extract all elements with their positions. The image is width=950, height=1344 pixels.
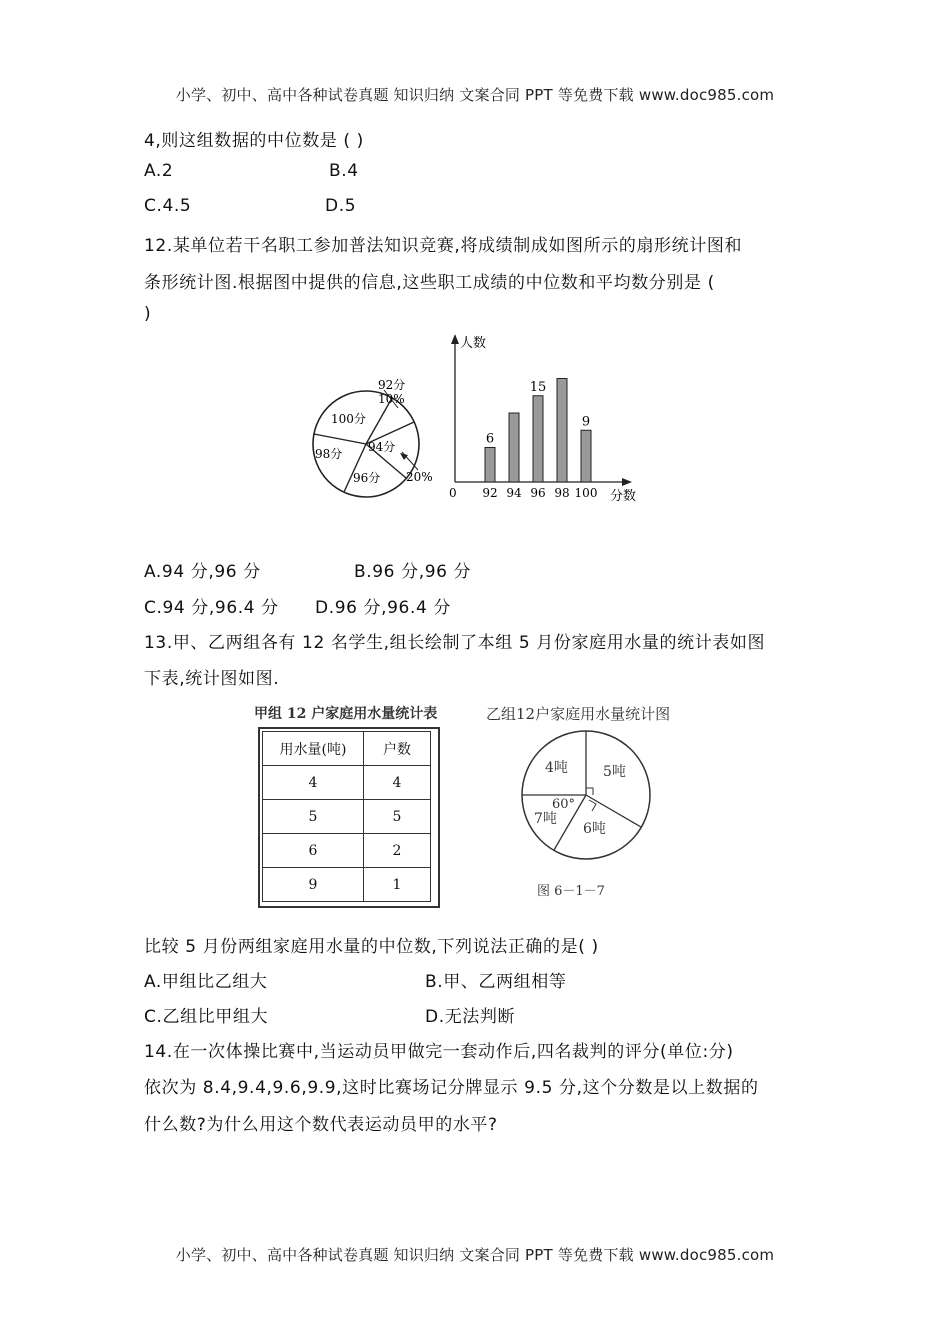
q11-question-tail: 4,则这组数据的中位数是 ( ) bbox=[144, 131, 364, 151]
table-cell: 5 bbox=[364, 800, 431, 834]
pie-label-20pct: 20% bbox=[406, 470, 433, 484]
q13-option-c: C.乙组比甲组大 bbox=[144, 1007, 269, 1027]
bar-value-label: 9 bbox=[581, 414, 591, 430]
page-footer: 小学、初中、高中各种试卷真题 知识归纳 文案合同 PPT 等免费下载 www.doc985.com bbox=[175, 1246, 775, 1264]
q13-option-a: A.甲组比乙组大 bbox=[144, 972, 268, 992]
x-tick-label: 100 bbox=[574, 486, 598, 500]
q12-line2: 条形统计图.根据图中提供的信息,这些职工成绩的中位数和平均数分别是 ( bbox=[144, 273, 715, 293]
pie-label-6t: 6吨 bbox=[583, 821, 606, 837]
pie-label-4t: 4吨 bbox=[545, 760, 568, 776]
table-cell: 4 bbox=[263, 766, 364, 800]
pie-label-angle: 60° bbox=[552, 797, 576, 812]
y-axis-arrow bbox=[451, 334, 459, 344]
table-row bbox=[263, 868, 431, 902]
q12-option-d: D.96 分,96.4 分 bbox=[315, 598, 451, 618]
q12-bar-chart bbox=[440, 330, 650, 508]
q13-line2: 下表,统计图如图. bbox=[144, 669, 280, 689]
x-tick-label: 96 bbox=[530, 486, 546, 500]
q11-option-b: B.4 bbox=[329, 161, 359, 181]
q12-option-b: B.96 分,96 分 bbox=[354, 562, 472, 582]
table-cell: 4 bbox=[364, 766, 431, 800]
bar-value-label: 6 bbox=[485, 431, 495, 447]
table-cell: 1 bbox=[364, 868, 431, 902]
q12-line1: 12.某单位若干名职工参加普法知识竞赛,将成绩制成如图所示的扇形统计图和 bbox=[144, 236, 743, 256]
bar-value-label: 15 bbox=[529, 379, 547, 395]
pie-label-7t: 7吨 bbox=[534, 811, 557, 827]
bar-92 bbox=[485, 448, 495, 483]
bar-98 bbox=[557, 379, 567, 483]
bar-94 bbox=[509, 413, 519, 482]
q11-option-d: D.5 bbox=[325, 196, 357, 216]
q11-option-a: A.2 bbox=[144, 161, 174, 181]
x-tick-label: 98 bbox=[554, 486, 570, 500]
bar-100 bbox=[581, 430, 591, 482]
q12-line3: ) bbox=[144, 304, 152, 324]
q14-line3: 什么数?为什么用这个数代表运动员甲的水平? bbox=[144, 1115, 498, 1135]
y-axis-label: 人数 bbox=[460, 336, 487, 351]
q13-table-title: 甲组 12 户家庭用水量统计表 bbox=[254, 706, 438, 722]
q12-pie-chart bbox=[300, 370, 450, 500]
x-axis-arrow bbox=[622, 478, 632, 486]
q13-question: 比较 5 月份两组家庭用水量的中位数,下列说法正确的是( ) bbox=[144, 937, 599, 957]
table-cell: 9 bbox=[263, 868, 364, 902]
pie-label-92: 92分 bbox=[378, 378, 406, 392]
pie-label-100: 100分 bbox=[331, 412, 366, 426]
q13-option-d: D.无法判断 bbox=[425, 1007, 516, 1027]
pie-label-96: 96分 bbox=[353, 471, 381, 485]
pie-label-10pct: 10% bbox=[378, 392, 405, 406]
table-cell: 2 bbox=[364, 834, 431, 868]
q13-line1: 13.甲、乙两组各有 12 名学生,组长绘制了本组 5 月份家庭用水量的统计表如图 bbox=[144, 633, 766, 653]
q12-option-c: C.94 分,96.4 分 bbox=[144, 598, 279, 618]
origin-label: 0 bbox=[449, 486, 457, 500]
pie-label-5t: 5吨 bbox=[603, 764, 626, 780]
table-header-row bbox=[263, 732, 431, 766]
table-row bbox=[263, 766, 431, 800]
pie-label-94: 94分 bbox=[368, 440, 396, 454]
table-cell: 5 bbox=[263, 800, 364, 834]
q13-figure-caption: 图 6－1－7 bbox=[537, 884, 605, 899]
pie-label-98: 98分 bbox=[315, 447, 343, 461]
q12-option-a: A.94 分,96 分 bbox=[144, 562, 261, 582]
q13-pie-chart bbox=[515, 720, 660, 865]
page-header: 小学、初中、高中各种试卷真题 知识归纳 文案合同 PPT 等免费下载 www.doc985.com bbox=[175, 86, 775, 104]
x-tick-label: 92 bbox=[482, 486, 498, 500]
table-header-households: 户数 bbox=[364, 732, 431, 766]
q11-option-c: C.4.5 bbox=[144, 196, 192, 216]
q13-chart-title: 乙组12户家庭用水量统计图 bbox=[486, 705, 671, 723]
q14-line1: 14.在一次体操比赛中,当运动员甲做完一套动作后,四名裁判的评分(单位:分) bbox=[144, 1042, 734, 1062]
q13-table bbox=[262, 731, 431, 902]
bar-96 bbox=[533, 396, 543, 482]
x-tick-label: 94 bbox=[506, 486, 522, 500]
q13-option-b: B.甲、乙两组相等 bbox=[425, 972, 567, 992]
table-row bbox=[263, 800, 431, 834]
table-cell: 6 bbox=[263, 834, 364, 868]
q14-line2: 依次为 8.4,9.4,9.6,9.9,这时比赛场记分牌显示 9.5 分,这个分数是以上数据的 bbox=[144, 1078, 759, 1098]
x-axis-label: 分数 bbox=[610, 489, 637, 504]
table-row bbox=[263, 834, 431, 868]
table-header-usage: 用水量(吨) bbox=[263, 732, 364, 766]
